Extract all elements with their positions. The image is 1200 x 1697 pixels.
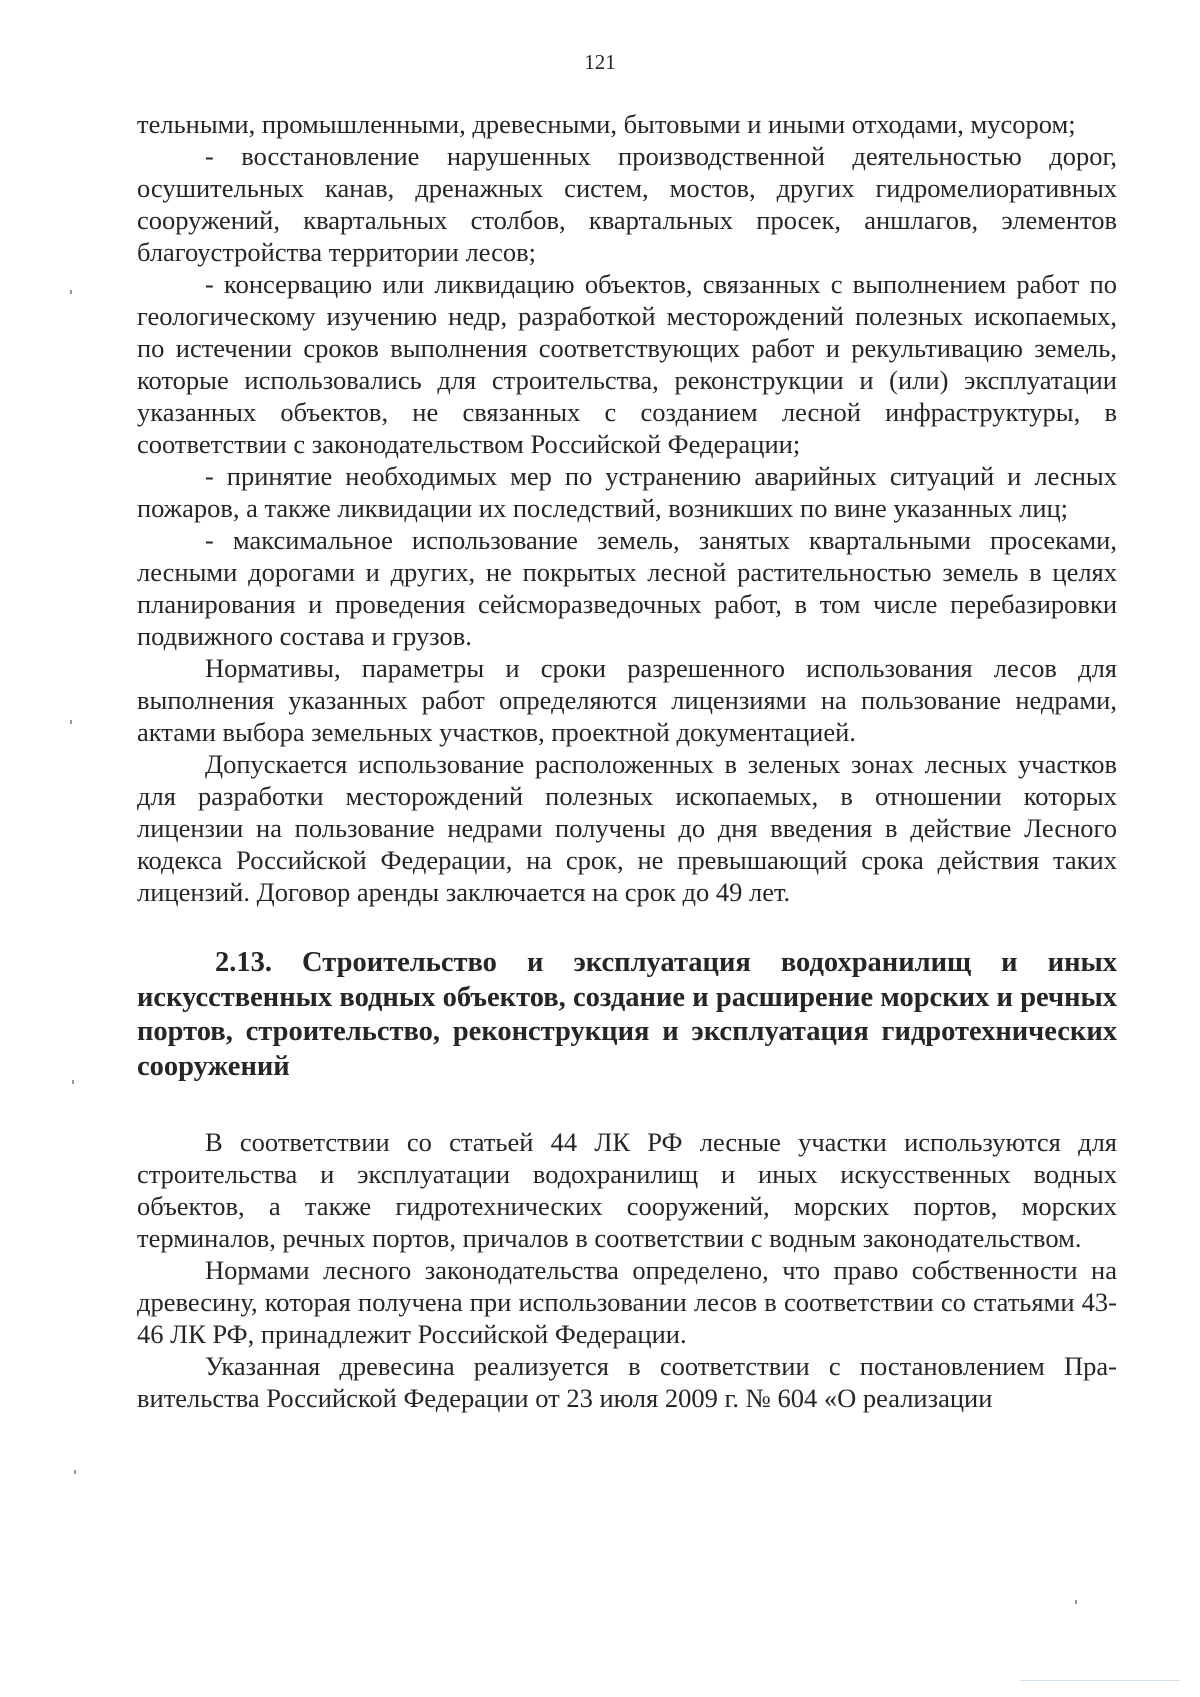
paragraph-norms: Нормативы, параметры и сроки разрешенного использования лесов для выполнения указанных работ определяются лицензиями на пользование недрами, актами выбора земельных участков, проектной документацией. (137, 653, 1117, 747)
page-number: 121 (584, 50, 616, 74)
paragraph-permission: Допускается использование расположенных в зеленых зонах лесных участков для разработки месторождений полезных ископаемых, в отношении которых лицензии на пользование недрами получены до дня введения в действие Лесного кодекса Российской Федерации, на срок, не превышающий срока действия таких лицензий. Договор аренды заключается на срок до 49 лет. (137, 749, 1117, 907)
paragraph-waste-continuation: тельными, промышленными, древесными, бытовыми и иными отходами, мусором; (137, 109, 1076, 139)
section-heading: 2.13. Строительство и эксплуатация водохранилищ и иных искусственных водных объектов, создание и расширение морских и речных портов, строительство, реконструкция и эксплуатация гидротехнических сооружений (137, 947, 1117, 1082)
scan-speck (70, 290, 72, 294)
page-content (137, 108, 1117, 1414)
list-item-restoration: - восстановление нарушенных производственной деятельностью дорог, осушительных канав, дренажных систем, мостов, других гидромелиоративных сооружений, квартальных столбов, квартальных просек, аншлагов, элементов благоустройства территории лесов; (137, 141, 1117, 267)
scan-speck (1075, 1600, 1077, 1604)
scan-edge-line (1020, 1680, 1180, 1681)
scan-speck (72, 1080, 74, 1084)
list-item-land-use: - максимальное использование земель, занятых квартальными просеками, лесными дорогами и других, не покрытых лесной растительностью земель в целях планирования и проведения сейсморазведочных работ, в том числе перебазировки подвижного состава и грузов. (137, 525, 1117, 651)
list-item-emergency-measures: - принятие необходимых мер по устранению аварийных ситуаций и лесных пожаров, а также ликвидации их последствий, возникших по вине указанных лиц; (137, 461, 1117, 523)
paragraph-article-44: В соответствии со статьей 44 ЛК РФ лесные участки используются для строительства и эксплуатации водохранилищ и иных искусственных водных объектов, а также гидротехнических сооружений, морских портов, морских терминалов, речных портов, причалов в соответствии с водным законодательством. (137, 1127, 1117, 1253)
paragraph-ownership: Нормами лесного законодательства определено, что право собственности на древесину, которая получена при использовании лесов в соответствии со статьями 43-46 ЛК РФ, принадлежит Российской Федерации. (137, 1255, 1117, 1349)
scan-speck (70, 720, 72, 724)
paragraph-timber-sale: Указанная древесина реализуется в соответствии с постановлением Правительства Российской Федерации от 23 июля 2009 г. № 604 «О реализации (137, 1351, 1117, 1413)
scan-speck (74, 1470, 76, 1474)
list-item-conservation: - консервацию или ликвидацию объектов, связанных с выполнением работ по геологическому изучению недр, разработкой месторождений полезных ископаемых, по истечении сроков выполнения соответствующих работ и рекультивацию земель, которые использовались для строительства, реконструкции и (или) эксплуатации указанных объектов, не связанных с созданием лесной инфраструктуры, в соответствии с законодательством Российской Федерации; (137, 269, 1117, 459)
section-body (137, 1126, 1117, 1414)
